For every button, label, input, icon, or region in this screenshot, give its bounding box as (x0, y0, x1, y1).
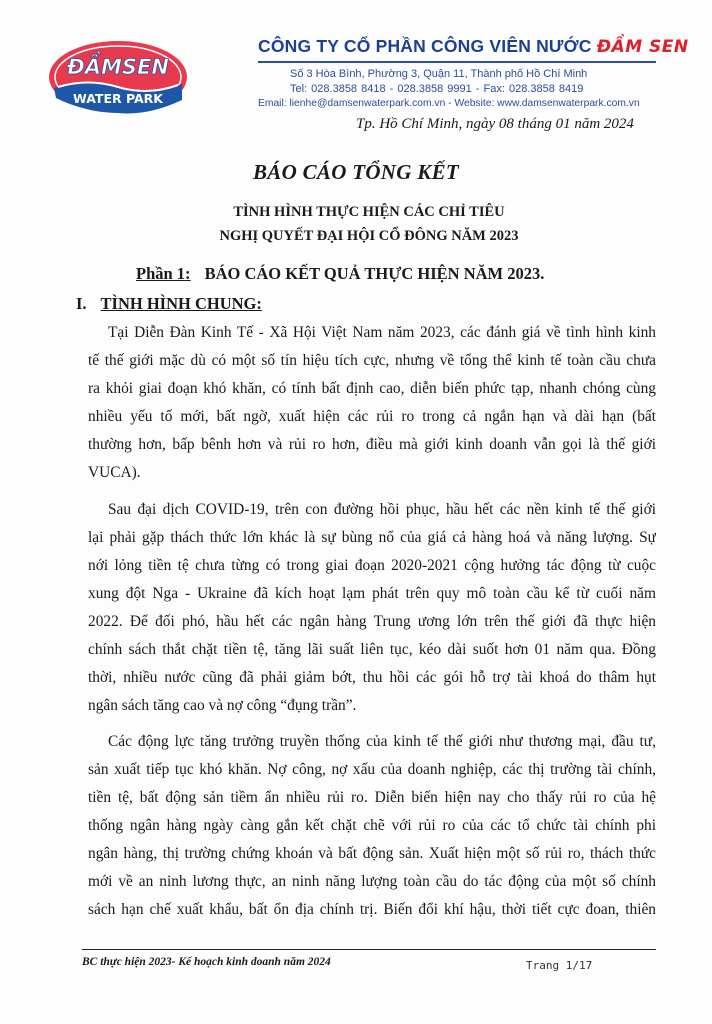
paragraph-line: chính sách thắt chặt tiền tệ, tăng lãi suất liên tục, kéo dài suốt hơn 01 năm qua. Đồng (88, 641, 656, 658)
part-label: Phần 1: (136, 264, 191, 283)
company-email: Email: lienhe@damsenwaterpark.com.vn - Website: www.damsenwaterpark.com.vn (258, 98, 640, 109)
paragraph-line: 2022. Để đối phó, hầu hết các ngân hàng Trung ương lớn trên thế giới đã thực hiện (88, 613, 656, 630)
company-phone: Tel: 028.3858 8418 - 028.3858 9991 - Fax: 028.3858 8419 (290, 83, 584, 95)
paragraph-line: nới lỏng tiền tệ chưa từng có trong giai đoạn 2020-2021 cộng hưởng tác động từ cuộc (88, 557, 656, 574)
paragraph-line: lại phải gặp thách thức lớn khác là sự bùng nổ của giá cả hàng hoá và năng lượng. Sự (88, 529, 656, 546)
paragraph-line: nhiều yếu tố mới, bất ngờ, xuất hiện các rủi ro trong cả ngắn hạn và dài hạn (bất (88, 408, 656, 425)
paragraph-line: thường hơn, bấp bênh hơn và rủi ro hơn, điều mà giới kinh doanh vẫn gọi là thế giới (88, 436, 656, 453)
company-name-prefix: CÔNG TY CỔ PHẦN CÔNG VIÊN NƯỚC (258, 36, 592, 56)
footer-document-title: BC thực hiện 2023- Kế hoạch kinh doanh năm 2024 (82, 956, 331, 968)
paragraph-line: Các động lực tăng trưởng truyền thống của kinh tế thế giới như thương mại, đầu tư, (108, 733, 656, 750)
report-title: BÁO CÁO TỔNG KẾT (252, 160, 460, 184)
paragraph-line: thống ngân hàng ngày càng gắn kết chặt chẽ với rủi ro của các tổ chức tài chính phi (88, 817, 656, 834)
paragraph-line: tế thế giới mặc dù có một số tín hiệu tích cực, nhưng về tổng thể kinh tế toàn cầu chưa (88, 352, 656, 369)
paragraph-line: thời, nhiều nước cũng đã phải giảm bớt, thu hồi các gói hỗ trợ tài khoá do thâm hụt (88, 669, 656, 686)
paragraph-line: ngân sách tăng cao và nợ công “đụng trần”. (88, 697, 357, 714)
section-number: I. (76, 294, 87, 313)
paragraph-line: ngân hàng, thị trường chứng khoán và bất động sản. Xuất hiện một số rủi ro, thách thức (88, 845, 656, 862)
company-brand: ĐẦM SEN (596, 37, 689, 57)
company-name (258, 36, 689, 57)
paragraph-line: Tại Diễn Đàn Kinh Tế - Xã Hội Việt Nam năm 2023, các đánh giá về tình hình kinh (108, 324, 656, 341)
paragraph-line: Sau đại dịch COVID-19, trên con đường hồi phục, hầu hết các nền kinh tế thế giới (108, 501, 656, 518)
footer-page-number: Trang 1/17 (526, 959, 593, 972)
company-address: Số 3 Hòa Bình, Phường 3, Quận 11, Thành phố Hồ Chí Minh (290, 68, 588, 80)
paragraph-line: sản xuất tiếp tục khó khăn. Nợ công, nợ xấu của doanh nghiệp, các thị trường tài chính, (88, 761, 656, 778)
part-heading (136, 264, 544, 284)
paragraph-line: VUCA). (88, 464, 141, 481)
damsen-logo (48, 40, 188, 114)
paragraph-line: sách hạn chế xuất khẩu, bất ổn địa chính trị. Biến đổi khí hậu, thời tiết cực đoan, thiên (88, 901, 656, 918)
report-subtitle-1: TÌNH HÌNH THỰC HIỆN CÁC CHỈ TIÊU (233, 204, 505, 220)
footer-divider (82, 949, 656, 950)
paragraph-line: ra khỏi giai đoạn khó khăn, có tính bất định cao, diễn biến phức tạp, nhanh chóng cùng (88, 380, 656, 397)
section-title: TÌNH HÌNH CHUNG: (100, 294, 262, 313)
paragraph-line: mới về an ninh lương thực, an ninh năng lượng toàn cầu do tác động của một số chính (88, 873, 656, 890)
part-title: BÁO CÁO KẾT QUẢ THỰC HIỆN NĂM 2023. (204, 264, 545, 283)
logo-text-bottom: WATER PARK (73, 91, 163, 106)
paragraph-line: tiền tệ, bất động sản tiềm ẩn nhiều rủi ro. Diễn biến hiện nay cho thấy rủi ro của hệ (88, 789, 656, 806)
report-subtitle-2: NGHỊ QUYẾT ĐẠI HỘI CỔ ĐÔNG NĂM 2023 (219, 228, 519, 244)
header-divider (258, 61, 656, 63)
section-heading (76, 294, 262, 314)
date-line: Tp. Hồ Chí Minh, ngày 08 tháng 01 năm 2024 (356, 116, 634, 132)
paragraph-line: xung đột Nga - Ukraine đã kích hoạt lạm phát trên quy mô toàn cầu kể từ cuối năm (88, 585, 656, 602)
logo-text-top: ĐẦMSEN (67, 55, 169, 79)
